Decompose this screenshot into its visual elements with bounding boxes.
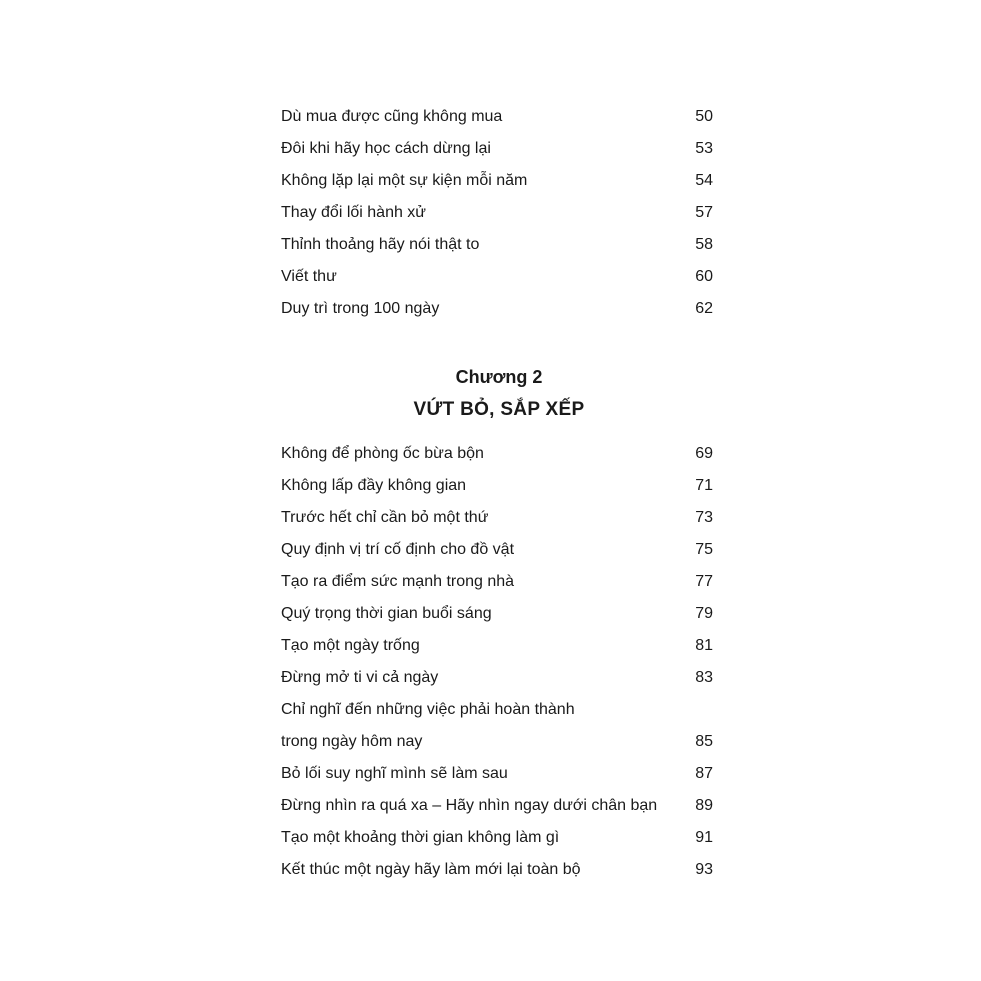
toc-entry-title: Viết thư — [281, 268, 337, 285]
toc-entry-page: 93 — [695, 861, 713, 878]
toc-entry-title: Chỉ nghĩ đến những việc phải hoàn thành — [281, 701, 575, 718]
toc-entry-title: Đừng nhìn ra quá xa – Hãy nhìn ngay dưới chân bạn — [281, 797, 658, 814]
toc-entry — [281, 229, 717, 261]
toc-entry — [281, 165, 717, 197]
toc-entry-page: 69 — [695, 445, 713, 462]
toc-entry — [281, 790, 717, 822]
chapter-label: Chương 2 — [455, 367, 543, 387]
toc-section-chapter-2 — [281, 438, 717, 886]
toc-entry-title-continued: trong ngày hôm nay — [281, 733, 423, 750]
toc-entry-page: 50 — [695, 108, 713, 125]
toc-entry-page: 81 — [695, 637, 713, 654]
toc-entry-page: 71 — [695, 477, 713, 494]
toc-entry-title: Không để phòng ốc bừa bộn — [281, 445, 484, 462]
toc-entry-page: 62 — [695, 300, 713, 317]
toc-entry — [281, 598, 717, 630]
toc-entry-title: Kết thúc một ngày hãy làm mới lại toàn bộ — [281, 861, 581, 878]
toc-entry — [281, 293, 717, 325]
toc-entry-page: 87 — [695, 765, 713, 782]
toc-entry-title: Thay đổi lối hành xử — [281, 204, 427, 221]
toc-entry-page: 73 — [695, 509, 713, 526]
chapter-title: VỨT BỎ, SẮP XẾP — [413, 399, 585, 420]
toc-entry — [281, 694, 717, 758]
toc-entry-page: 57 — [695, 204, 713, 221]
toc-entry-title: Thỉnh thoảng hãy nói thật to — [281, 236, 480, 253]
toc-entry-title: Trước hết chỉ cần bỏ một thứ — [281, 509, 489, 526]
toc-entry-title: Tạo ra điểm sức mạnh trong nhà — [281, 573, 515, 590]
toc-entry-page: 91 — [695, 829, 713, 846]
toc-entry-title: Tạo một khoảng thời gian không làm gì — [281, 829, 560, 846]
toc-entry — [281, 438, 717, 470]
toc-entry-title: Bỏ lối suy nghĩ mình sẽ làm sau — [281, 765, 508, 782]
toc-entry-title: Đừng mở ti vi cả ngày — [281, 669, 439, 686]
toc-entry-page: 77 — [695, 573, 713, 590]
toc-entry-title: Không lặp lại một sự kiện mỗi năm — [281, 172, 528, 189]
toc-entry-page: 89 — [695, 797, 713, 814]
toc-entry-page: 53 — [695, 140, 713, 157]
toc-entry — [281, 502, 717, 534]
toc-entry — [281, 261, 717, 293]
toc-entry — [281, 197, 717, 229]
toc-entry-page: 54 — [695, 172, 713, 189]
toc-entry-page: 79 — [695, 605, 713, 622]
toc-entry — [281, 133, 717, 165]
toc-entry — [281, 630, 717, 662]
toc-entry-page: 85 — [695, 733, 713, 750]
toc-entry-page: 75 — [695, 541, 713, 558]
toc-entry — [281, 822, 717, 854]
toc-entry — [281, 854, 717, 886]
toc-entry-title: Dù mua được cũng không mua — [281, 108, 503, 125]
toc-entry-title: Quy định vị trí cố định cho đồ vật — [281, 541, 515, 558]
toc-entry — [281, 534, 717, 566]
toc-entry — [281, 662, 717, 694]
toc-entry — [281, 566, 717, 598]
toc-entry-title: Quý trọng thời gian buổi sáng — [281, 605, 492, 622]
toc-entry-page: 60 — [695, 268, 713, 285]
toc-section-1 — [281, 101, 717, 325]
toc-entry — [281, 101, 717, 133]
toc-entry-title: Đôi khi hãy học cách dừng lại — [281, 140, 491, 157]
toc-entry-title: Không lấp đầy không gian — [281, 477, 467, 494]
toc-entry-title: Tạo một ngày trống — [281, 637, 420, 654]
toc-entry-page: 83 — [695, 669, 713, 686]
toc-entry — [281, 758, 717, 790]
toc-entry — [281, 470, 717, 502]
toc-entry-title: Duy trì trong 100 ngày — [281, 300, 440, 317]
toc-entry-page: 58 — [695, 236, 713, 253]
